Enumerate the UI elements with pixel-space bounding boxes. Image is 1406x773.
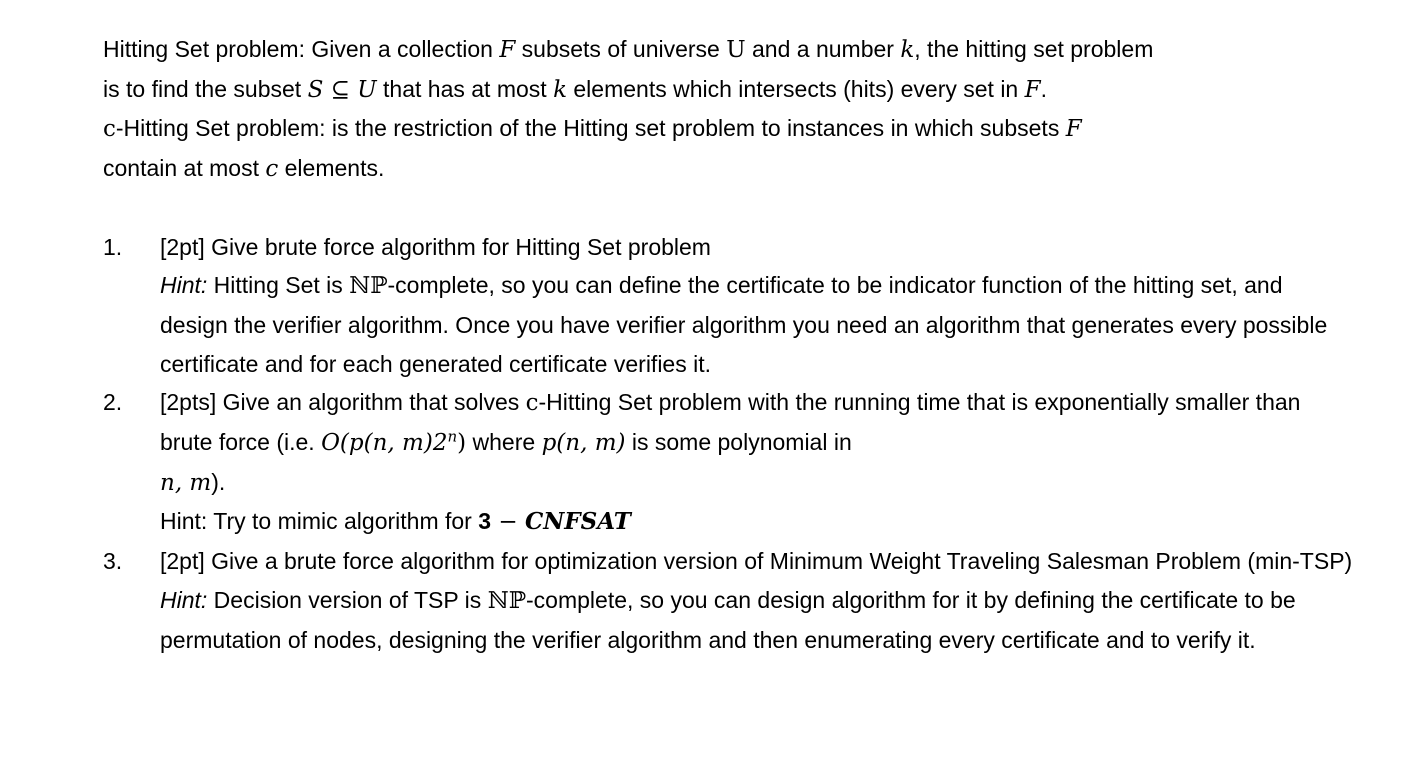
math-U: U: [357, 76, 377, 103]
intro-text: -Hitting Set problem: is the restriction of the Hitting set problem to instances in which subsets: [115, 115, 1066, 142]
hint-text: -complete, so you can define the certificate to be indicator function of the hitting set, and design the verifier algorithm. Once you have verifier algorithm you need an algorithm that generates every possible certificate and for each generated certificate verifies it.: [160, 272, 1328, 377]
assignment-document: [103, 30, 1353, 659]
hint-text: Hint: Try to mimic algorithm for: [160, 508, 479, 535]
hint-text: Decision version of TSP is: [207, 586, 488, 613]
intro-paragraph: [103, 30, 1353, 189]
question-title: [2pt] Give brute force algorithm for Hitting Set problem: [160, 233, 711, 260]
question-item-3: [103, 542, 1353, 659]
math-exponent-n: n: [447, 427, 458, 446]
math-3: 3: [478, 508, 492, 535]
hint-label: Hint:: [160, 272, 208, 299]
math-U: U: [726, 37, 746, 63]
math-close-paren: ): [457, 430, 467, 457]
math-c: c: [525, 390, 539, 417]
question-title: [2pts] Give an algorithm that solves: [160, 389, 526, 416]
hint-label: Hint:: [160, 586, 208, 613]
intro-text: is to find the subset: [103, 75, 308, 102]
math-S: S: [307, 76, 324, 103]
math-F: F: [1024, 76, 1041, 103]
hint-text: -complete, so you can design algorithm for it by defining the certificate to be permutation of nodes, designing the verifier algorithm and then enumerating every certificate and to verify it.: [160, 586, 1296, 653]
math-k: k: [553, 76, 567, 103]
intro-text: Hitting Set problem: Given a collection: [103, 36, 500, 62]
math-minus: −: [491, 509, 525, 536]
math-n-m: n, m: [160, 469, 212, 496]
intro-text: elements which intersects (hits) every set in: [567, 75, 1025, 102]
question-item-1: [103, 228, 1353, 384]
np-symbol: ℕℙ: [487, 587, 527, 614]
question-number: 1.: [103, 233, 123, 260]
intro-text: .: [1040, 75, 1047, 102]
math-F: F: [499, 37, 516, 63]
intro-text: elements.: [278, 155, 385, 182]
math-c: c: [103, 116, 116, 143]
np-symbol: ℕℙ: [349, 273, 388, 300]
intro-text: , the hitting set problem: [914, 36, 1154, 62]
math-subseteq: ⊆: [323, 76, 358, 103]
intro-text: contain at most: [103, 155, 266, 182]
question-title: is some polynomial in: [625, 429, 852, 456]
question-title: ).: [211, 468, 226, 495]
question-item-2: [103, 383, 1353, 542]
question-list: [103, 228, 1353, 660]
intro-text: and a number: [745, 36, 901, 62]
question-title: [2pt] Give a brute force algorithm for optimization version of Minimum Weight Traveling Salesman Problem (min-TSP): [160, 548, 1353, 575]
hint-text: Hitting Set is: [207, 272, 350, 299]
math-F: F: [1065, 116, 1082, 143]
math-k: k: [900, 37, 915, 63]
question-title: where: [466, 429, 542, 456]
question-number: 2.: [103, 389, 123, 416]
intro-text: that has at most: [376, 75, 554, 102]
math-big-o: O(p(n, m)2: [321, 430, 448, 457]
paragraph-gap: [103, 189, 1353, 228]
math-cnfsat: CNFSAT: [524, 508, 631, 536]
question-number: 3.: [103, 548, 123, 575]
intro-text: subsets of universe: [515, 36, 727, 62]
math-c: c: [265, 156, 279, 183]
question-title: -Hitting Set problem with the running time that is exponentially smaller than brute force (i.e.: [160, 389, 1301, 456]
math-p-nm: p(n, m): [541, 430, 626, 457]
